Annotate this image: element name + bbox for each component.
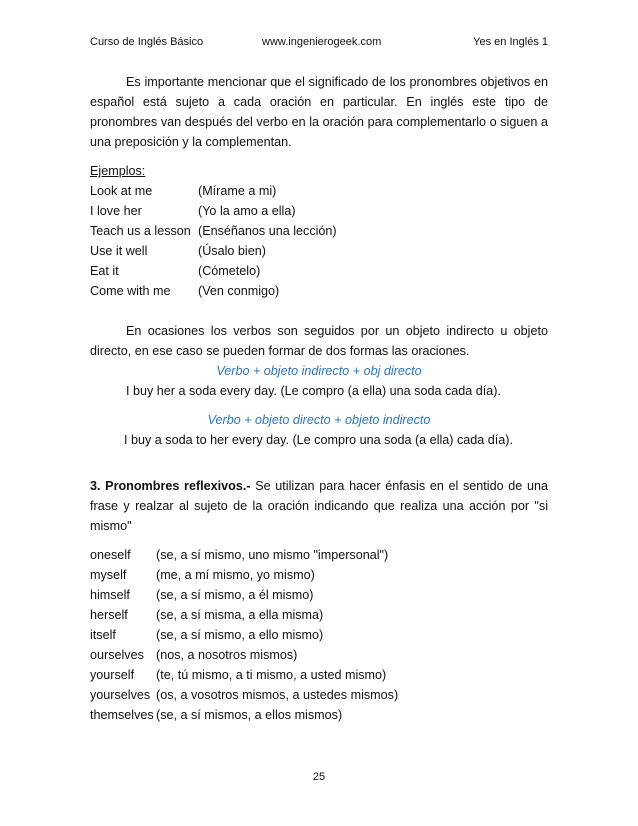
example-english: Teach us a lesson (90, 224, 191, 238)
reflexive-row (90, 665, 548, 685)
example-row (90, 261, 548, 281)
example-english: Come with me (90, 284, 171, 298)
formula-indirect-direct: Verbo + objeto indirecto + obj directo (216, 364, 422, 378)
formula-direct-indirect: Verbo + objeto directo + objeto indirecto (207, 413, 431, 427)
reflexive-meaning: (te, tú mismo, a ti mismo, a usted mismo) (156, 668, 387, 682)
reflexive-heading: 3. Pronombres reflexivos.- (90, 479, 251, 493)
reflexive-paragraph (90, 476, 548, 536)
example-row (90, 201, 548, 221)
reflexive-pronoun: herself (90, 608, 128, 622)
indirect-object-paragraph: En ocasiones los verbos son seguidos por un objeto indirecto u objeto directo, en ese caso se pueden formar de dos formas las oraciones. (90, 324, 548, 358)
example-spanish: (Mírame a mi) (198, 184, 277, 198)
reflexive-pronoun: yourself (90, 668, 135, 682)
reflexive-meaning: (nos, a nosotros mismos) (156, 648, 298, 662)
header-website: www.ingenierogeek.com (262, 36, 382, 48)
example-spanish: (Enséñanos una lección) (198, 224, 337, 238)
examples-title: Ejemplos: (90, 164, 146, 178)
example-row (90, 241, 548, 261)
example-row (90, 221, 548, 241)
reflexive-description: Se utilizan para hacer énfasis en el sentido de una frase y realzar al sujeto de la oración indicando que realiza una acción por "si mismo" (90, 479, 548, 533)
example-sentence-1: I buy her a soda every day. (Le compro (a ella) una soda cada día). (126, 384, 501, 398)
page-header (90, 36, 548, 52)
example-row (90, 181, 548, 201)
example-row (90, 281, 548, 301)
reflexive-pronoun: myself (90, 568, 127, 582)
reflexive-pronoun: itself (90, 628, 116, 642)
intro-paragraph: Es importante mencionar que el significado de los pronombres objetivos en español está sujeto a cada oración en particular. En inglés este tipo de pronombres van después del verbo en la oración para complementarlo o siguen a una preposición y la complementan. (90, 75, 548, 149)
reflexive-meaning: (se, a sí mismo, uno mismo "impersonal") (156, 548, 389, 562)
reflexive-meaning: (se, a sí mismo, a él mismo) (156, 588, 314, 602)
example-english: I love her (90, 204, 142, 218)
examples-list (90, 181, 548, 301)
reflexive-meaning: (se, a sí misma, a ella misma) (156, 608, 324, 622)
example-english: Eat it (90, 264, 119, 278)
reflexive-row (90, 565, 548, 585)
reflexive-row (90, 705, 548, 725)
example-spanish: (Yo la amo a ella) (198, 204, 296, 218)
reflexive-pronoun: himself (90, 588, 130, 602)
reflexive-pronoun: yourselves (90, 688, 151, 702)
reflexive-meaning: (me, a mí mismo, yo mismo) (156, 568, 315, 582)
reflexive-meaning: (os, a vosotros mismos, a ustedes mismos) (156, 688, 399, 702)
reflexive-meaning: (se, a sí mismo, a ello mismo) (156, 628, 324, 642)
page-body (90, 72, 548, 725)
example-spanish: (Úsalo bien) (198, 244, 266, 258)
reflexive-pronoun: oneself (90, 548, 131, 562)
reflexive-row (90, 585, 548, 605)
reflexive-pronoun: ourselves (90, 648, 144, 662)
reflexive-row (90, 625, 548, 645)
example-sentence-2: I buy a soda to her every day. (Le compro una soda (a ella) cada día). (124, 433, 513, 447)
header-course-title: Curso de Inglés Básico (90, 36, 204, 48)
reflexive-row (90, 545, 548, 565)
page-number: 25 (312, 771, 326, 783)
example-spanish: (Ven conmigo) (198, 284, 280, 298)
example-english: Use it well (90, 244, 148, 258)
example-english: Look at me (90, 184, 153, 198)
example-spanish: (Cómetelo) (198, 264, 261, 278)
reflexive-meaning: (se, a sí mismos, a ellos mismos) (156, 708, 343, 722)
header-book-title: Yes en Inglés 1 (473, 36, 548, 48)
reflexive-pronoun: themselves (90, 708, 154, 722)
reflexive-row (90, 605, 548, 625)
reflexive-list (90, 545, 548, 725)
reflexive-row (90, 685, 548, 705)
reflexive-row (90, 645, 548, 665)
